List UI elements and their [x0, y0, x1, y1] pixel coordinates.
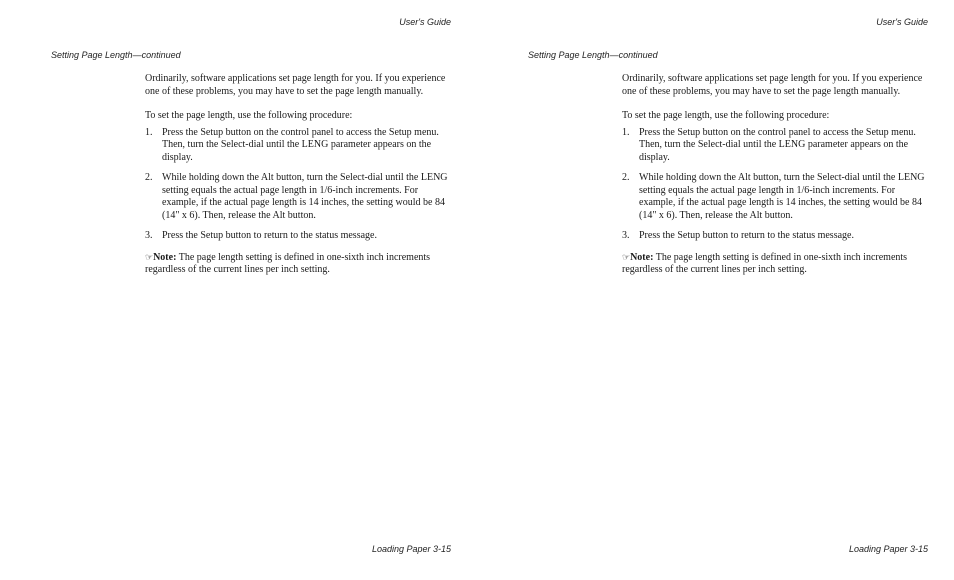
note-text: The page length setting is defined in one-sixth inch increments regardless of the current lines per inch setting. [145, 251, 431, 275]
body-text [145, 73, 455, 277]
step-number: 1. [622, 126, 630, 138]
step-number: 3. [622, 230, 630, 241]
pointing-hand-icon: ☞ [622, 251, 631, 262]
intro-paragraph: Ordinarily, software applications set page length for you. If you experience one of these problems, you may have to set the page length manually. [145, 73, 446, 97]
step-text: While holding down the Alt button, turn the Select-dial until the LENG setting equals the actual page length in 1/6-inch increments. For example, if the actual page length is 14 inches, the setting would be 84 (14" x 6). Then, release the Alt button. [162, 172, 448, 221]
running-header: User's Guide [876, 17, 928, 27]
list-item [145, 127, 455, 165]
steps-list [145, 127, 455, 243]
note-paragraph [622, 251, 932, 277]
right-page [477, 0, 954, 580]
intro-paragraph: Ordinarily, software applications set page length for you. If you experience one of these problems, you may have to set the page length manually. [622, 73, 923, 97]
section-title: Setting Page Length—continued [51, 50, 181, 60]
list-item [145, 172, 455, 222]
page-footer: Loading Paper 3-15 [371, 544, 451, 554]
step-number: 1. [145, 126, 153, 138]
note-paragraph [145, 251, 455, 277]
list-item [622, 230, 932, 243]
running-header: User's Guide [399, 17, 451, 27]
section-title: Setting Page Length—continued [528, 50, 658, 60]
step-number: 2. [145, 172, 153, 183]
list-item [622, 172, 932, 222]
list-item [145, 230, 455, 243]
list-item [622, 127, 932, 165]
step-text: Press the Setup button on the control panel to access the Setup menu. Then, turn the Select-dial until the LENG parameter appears on the display. [639, 126, 916, 163]
step-text: Press the Setup button to return to the status message. [162, 230, 377, 241]
step-number: 3. [145, 230, 153, 241]
page-footer: Loading Paper 3-15 [848, 544, 928, 554]
note-label: Note: [630, 251, 654, 263]
note-text: The page length setting is defined in one-sixth inch increments regardless of the current lines per inch setting. [622, 251, 908, 275]
note-label: Note: [153, 251, 177, 263]
body-text [622, 73, 932, 277]
step-text: Press the Setup button to return to the status message. [639, 230, 854, 241]
step-text: While holding down the Alt button, turn the Select-dial until the LENG setting equals the actual page length in 1/6-inch increments. For example, if the actual page length is 14 inches, the setting would be 84 (14" x 6). Then, release the Alt button. [639, 172, 925, 221]
steps-list [622, 127, 932, 243]
procedure-intro: To set the page length, use the following procedure: [622, 110, 830, 121]
step-text: Press the Setup button on the control panel to access the Setup menu. Then, turn the Select-dial until the LENG parameter appears on the display. [162, 126, 439, 163]
step-number: 2. [622, 172, 630, 183]
procedure-intro: To set the page length, use the following procedure: [145, 110, 353, 121]
pointing-hand-icon: ☞ [145, 251, 154, 262]
